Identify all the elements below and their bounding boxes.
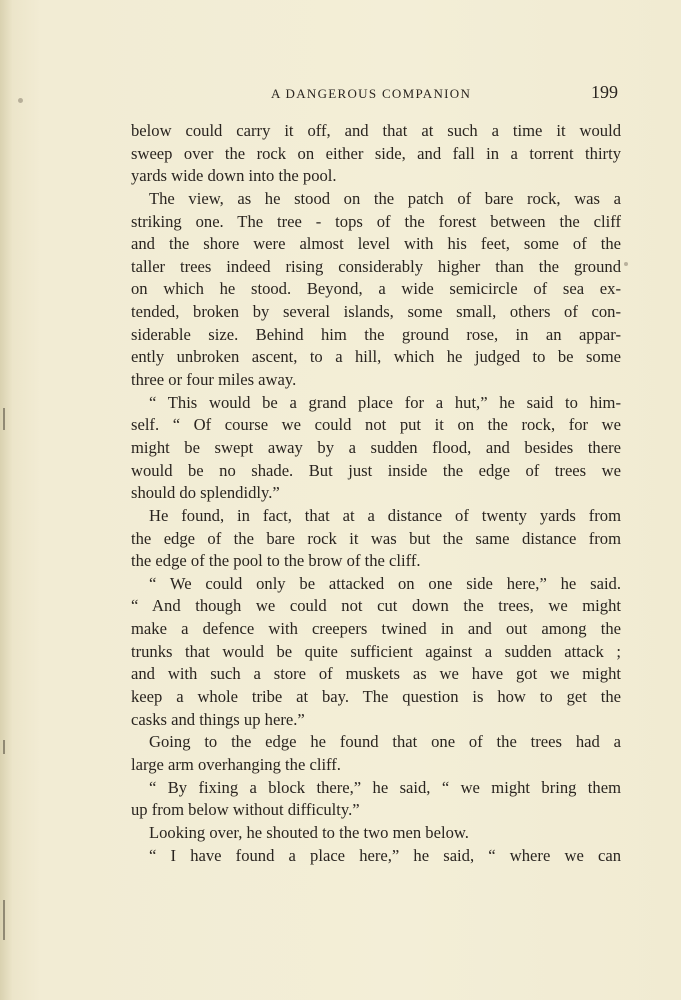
- body-text: [131, 120, 621, 867]
- text-line: make a defence with creepers twined in and out among the: [131, 619, 621, 639]
- text-line: would be no shade. But just inside the edge of trees we: [131, 460, 621, 480]
- text-line: the edge of the pool to the brow of the cliff.: [131, 551, 421, 571]
- text-line: ently unbroken ascent, to a hill, which he judged to be some: [131, 347, 621, 367]
- text-line: yards wide down into the pool.: [131, 166, 337, 186]
- running-head: A DANGEROUS COMPANION: [271, 86, 472, 101]
- text-line: striking one. The tree - tops of the forest between the cliff: [131, 211, 621, 231]
- text-line: the edge of the bare rock it was but the same distance from: [131, 528, 621, 548]
- text-line: “ I have found a place here,” he said, “ where we can: [149, 845, 621, 865]
- text-line: casks and things up here.”: [131, 709, 305, 729]
- page-gutter: [0, 0, 12, 1000]
- text-line: on which he stood. Beyond, a wide semicircle of sea ex-: [131, 279, 621, 299]
- text-line: self. “ Of course we could not put it on the rock, for we: [131, 415, 621, 435]
- text-line: sweep over the rock on either side, and fall in a torrent thirty: [131, 143, 621, 163]
- text-line: below could carry it off, and that at such a time it would: [131, 121, 621, 140]
- text-line: keep a whole tribe at bay. The question is how to get the: [131, 687, 621, 707]
- text-line: up from below without difficulty.”: [131, 800, 360, 820]
- paper-speck: [624, 262, 628, 266]
- text-line: three or four miles away.: [131, 370, 297, 390]
- margin-mark: [3, 900, 5, 940]
- text-line: “ And though we could not cut down the trees, we might: [131, 596, 621, 616]
- page-header: [130, 82, 620, 106]
- text-line: Looking over, he shouted to the two men below.: [149, 822, 469, 842]
- text-line: and with such a store of muskets as we have got we might: [131, 664, 621, 684]
- text-line: should do splendidly.”: [131, 483, 280, 503]
- text-line: The view, as he stood on the patch of bare rock, was a: [149, 188, 621, 208]
- text-line: trunks that would be quite sufficient against a sudden attack ;: [131, 641, 621, 661]
- text-line: “ We could only be attacked on one side here,” he said.: [149, 573, 621, 593]
- text-line: tended, broken by several islands, some small, others of con-: [131, 302, 621, 322]
- text-line: Going to the edge he found that one of the trees had a: [149, 732, 621, 752]
- text-line: taller trees indeed rising considerably higher than the ground: [131, 256, 621, 276]
- page-number: 199: [591, 82, 618, 102]
- text-line: “ This would be a grand place for a hut,” he said to him-: [149, 392, 621, 412]
- text-line: might be swept away by a sudden flood, and besides there: [131, 437, 621, 457]
- margin-mark: [3, 740, 5, 754]
- text-line: siderable size. Behind him the ground rose, in an appar-: [131, 324, 621, 344]
- margin-mark: [3, 408, 5, 430]
- text-line: and the shore were almost level with his feet, some of the: [131, 234, 621, 254]
- text-line: “ By fixing a block there,” he said, “ we might bring them: [149, 777, 621, 797]
- text-line: He found, in fact, that at a distance of twenty yards from: [149, 505, 621, 525]
- paper-speck: [18, 98, 23, 103]
- text-line: large arm overhanging the cliff.: [131, 754, 341, 774]
